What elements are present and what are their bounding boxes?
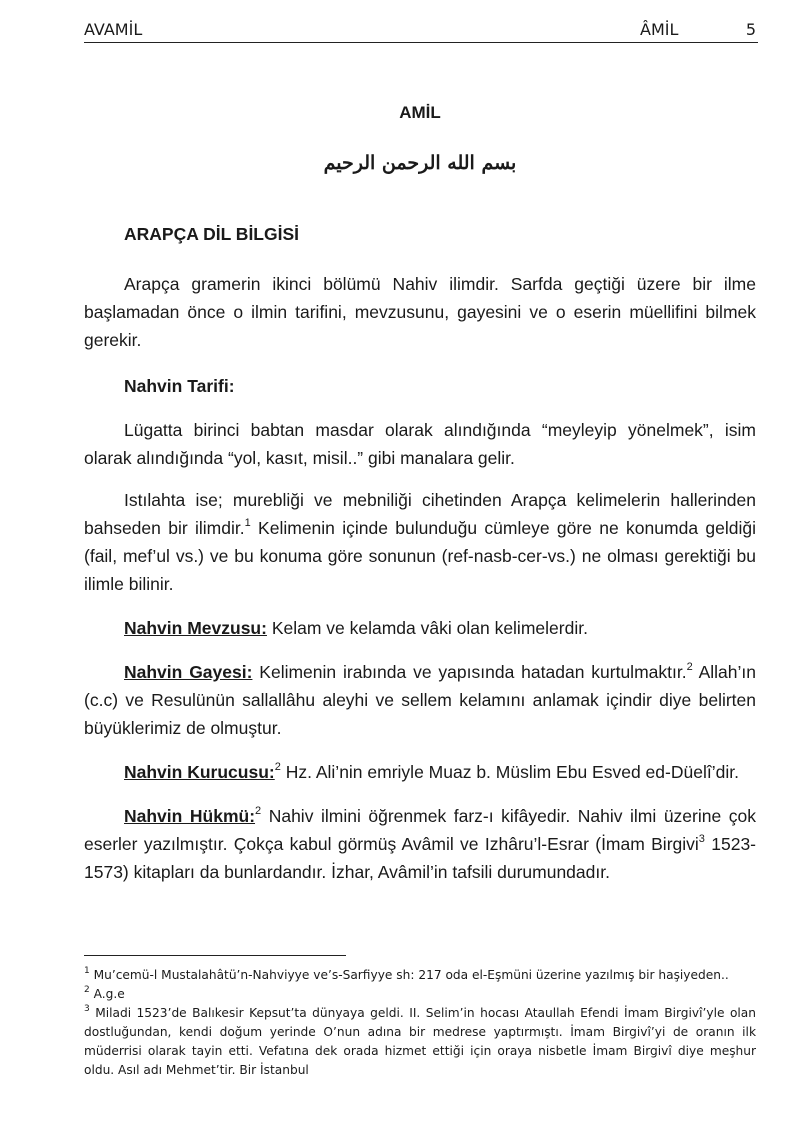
footnote-2 — [84, 985, 756, 1004]
footnote-number: 2 — [84, 984, 90, 995]
section-title: ARAPÇA DİL BİLGİSİ — [124, 224, 300, 244]
header-chapter-title: ÂMİL — [640, 20, 679, 39]
tarif-heading: Nahvin Tarifi: — [124, 376, 235, 396]
tarif-paragraph-2 — [84, 486, 756, 598]
footnote-ref: 2 — [274, 761, 281, 774]
gaye-text-b: Allah’ın (c.c) ve Resulünün sallallâhu aleyhi ve sellem kelamını anlamak içindir diye belirten büyüklerimiz de olmuştur. — [84, 662, 756, 738]
hukum-text-b: 1523-1573) kitapları da bunlardandır. İzhar, Avâmil’in tafsili durumundadır. — [84, 834, 757, 882]
hukum-text-a: Nahiv ilmini öğrenmek farz-ı kifâyedir. Nahiv ilmi üzerine çok eserler yazılmıştır. Çokça kabul görmüş Avâmil ve Izhâru’l-Esrar (İmam Birgivi — [84, 806, 756, 854]
footnote-number: 3 — [84, 1003, 90, 1014]
kurucu-paragraph — [84, 758, 756, 786]
tarif-p2-text-a: Istılahta ise; murebliği ve mebniliği cihetinden Arapça kelimelerin hallerinden bahseden bir ilimdir. — [84, 490, 756, 538]
page-number: 5 — [745, 20, 756, 39]
tarif-paragraph-1: Lügatta birinci babtan masdar olarak alındığında “meyleyip yönelmek”, isim olarak alındığında “yol, kasıt, misil..” gibi manalara gelir. — [84, 420, 756, 468]
footnote-1 — [84, 966, 756, 985]
footnote-ref: 1 — [244, 517, 251, 530]
footnote-text: Mu’cemü-l Mustalahâtü’n-Nahviyye ve’s-Sarfiyye sh: 217 oda el-Eşmüni üzerine yazılmış bir haşiyeden.. — [89, 968, 729, 982]
page-body — [84, 100, 756, 886]
footnote-ref: 3 — [698, 833, 705, 846]
gaye-paragraph — [84, 658, 756, 742]
footnote-separator — [84, 955, 346, 956]
mevzu-paragraph — [84, 614, 756, 642]
intro-paragraph: Arapça gramerin ikinci bölümü Nahiv ilimdir. Sarfda geçtiği üzere bir ilme başlamadan önce o ilmin tarifini, mevzusunu, gayesini ve o eserin müellifini bilmek gerekir. — [84, 274, 756, 350]
basmala: بسم الله الرحمن الرحيم — [323, 152, 517, 174]
gaye-text-a: Kelimenin irabında ve yapısında hatadan kurtulmaktır. — [252, 662, 687, 682]
header-book-title: AVAMİL — [84, 20, 143, 39]
kurucu-label: Nahvin Kurucusu: — [124, 762, 275, 782]
kurucu-text: Hz. Ali’nin emriyle Muaz b. Müslim Ebu Esved ed-Düelî’dir. — [280, 762, 739, 782]
footnote-number: 1 — [84, 965, 90, 976]
mevzu-text: Kelam ve kelamda vâki olan kelimelerdir. — [266, 618, 588, 638]
gaye-label: Nahvin Gayesi: — [124, 662, 253, 682]
tarif-p2-text-b: Kelimenin içinde bulunduğu cümleye göre ne konumda geldiği (fail, mef’ul vs.) ve bu konuma göre sonunun (ref-nasb-cer-vs.) ne olması gerektiği bu ilimle bilinir. — [84, 518, 756, 594]
page-title: AMİL — [399, 103, 441, 122]
footnote-text: Miladi 1523’de Balıkesir Kepsut’ta dünyaya geldi. II. Selim’in hocası Ataullah Efendi İmam Birgivî’yle olan dostluğundan, kendi doğum yerinde O’nun adına bir medrese yaptırmıştı. İmam Birgivî’yi de oranın ilk müderrisi olarak tayin etti. Vefatına dek orada hizmet ettiği için oraya nisbetle İmam Birgivî diye meşhur oldu. Asıl adı Mehmet’tir. Bir İstanbul — [84, 1006, 756, 1077]
hukum-paragraph — [84, 802, 756, 886]
footnote-3 — [84, 1004, 756, 1080]
footnote-ref: 2 — [686, 661, 693, 674]
hukum-label: Nahvin Hükmü: — [124, 806, 256, 826]
mevzu-label: Nahvin Mevzusu: — [124, 618, 267, 638]
running-header — [84, 18, 758, 43]
footnote-text: A.g.e — [89, 987, 125, 1001]
footnote-ref: 2 — [255, 805, 262, 818]
footnotes — [84, 966, 756, 1080]
